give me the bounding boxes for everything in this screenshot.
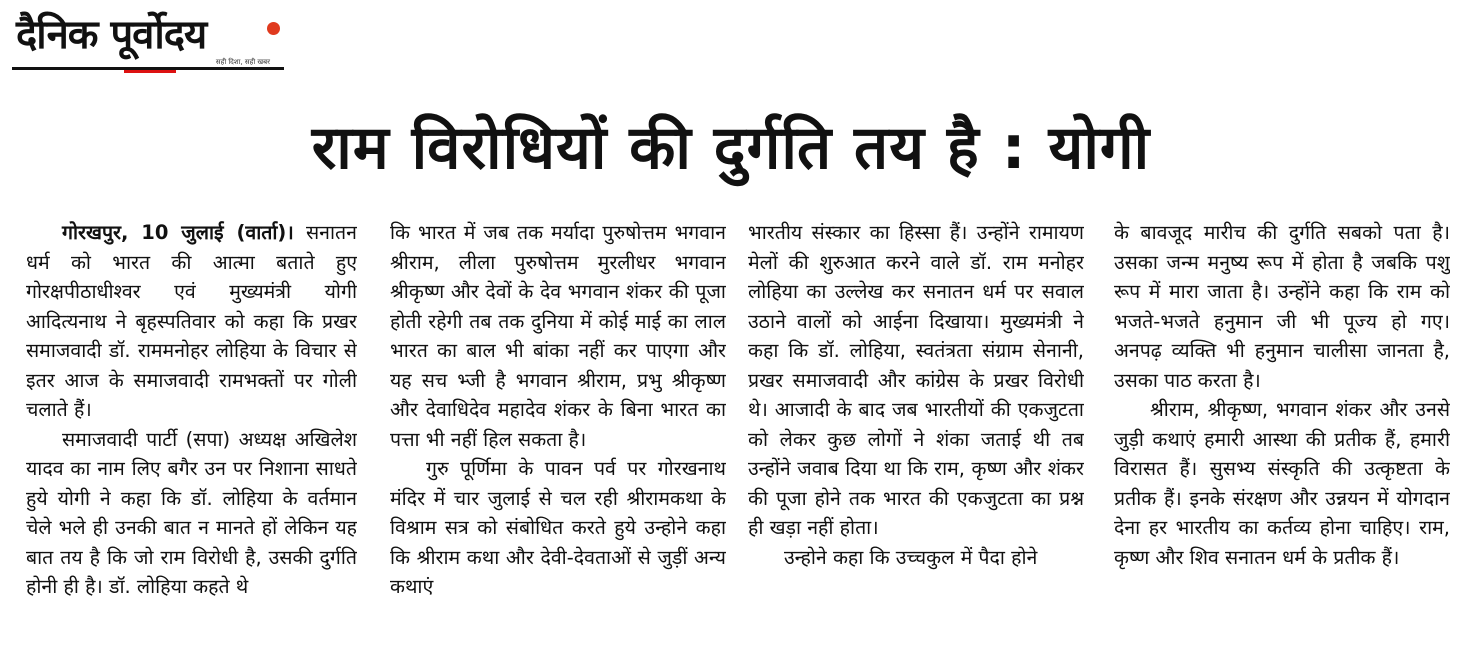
article-column-4	[1114, 218, 1450, 665]
article-paragraph: गुरु पूर्णिमा के पावन पर्व पर गोरखनाथ मंदिर में चार जुलाई से चल रही श्रीरामकथा के विश्राम सत्र को संबोधित करते हुये उन्होने कहा कि श्रीराम कथा और देवी-देवताओं से जुड़ीं अन्य कथाएं	[390, 457, 726, 598]
masthead-accent-bar	[124, 70, 176, 73]
dateline: गोरखपुर, 10 जुलाई (वार्ता)।	[62, 221, 294, 244]
logo-dot-icon	[267, 22, 280, 35]
article-paragraph: के बावजूद मारीच की दुर्गति सबको पता है। उसका जन्म मनुष्य रूप में होता है जबकि पशु रूप में मारा जाता है। उन्होंने कहा कि राम को भजते-भजते हनुमान जी भी पूज्य हो गए। अनपढ़ व्यक्ति भी हनुमान चालीसा जानता है, उसका पाठ करता है।	[1114, 221, 1450, 392]
masthead	[12, 8, 284, 72]
article-column-3	[748, 218, 1084, 665]
newspaper-logo: दैनिक पूर्वोदय	[16, 12, 207, 58]
article-paragraph	[26, 218, 357, 425]
article-paragraph: उन्होने कहा कि उच्चकुल में पैदा होने	[784, 545, 1038, 569]
article-paragraph: भारतीय संस्कार का हिस्सा हैं। उन्होंने रामायण मेलों की शुरुआत करने वाले डॉ. राम मनोहर लोहिया का उल्लेख कर सनातन धर्म पर सवाल उठाने वालों को आईना दिखाया। मुख्यमंत्री ने कहा कि डॉ. लोहिया, स्वतंत्रता संग्राम सेनानी, प्रखर समाजवादी और कांग्रेस के प्रखर विरोधी थे। आजादी के बाद जब भारतीयों की एकजुटता को लेकर कुछ लोगों ने शंका जताई थी तब उन्होंने जवाब दिया था कि राम, कृष्ण और शंकर की पूजा होने तक भारत की एकजुटता का प्रश्न ही खड़ा नहीं होता।	[748, 221, 1084, 539]
article-column-2	[390, 218, 726, 665]
article-paragraph: श्रीराम, श्रीकृष्ण, भगवान शंकर और उनसे जुड़ी कथाएं हमारी आस्था की प्रतीक हैं, हमारी विरासत हैं। सुसभ्य संस्कृति की उत्कृष्टता के प्रतीक हैं। इनके संरक्षण और उन्नयन में योगदान देना हर भारतीय का कर्तव्य होना चाहिए। राम, कृष्ण और शिव सनातन धर्म के प्रतीक हैं।	[1114, 398, 1450, 569]
article-paragraph: कि भारत में जब तक मर्यादा पुरुषोत्तम भगवान श्रीराम, लीला पुरुषोत्तम मुरलीधर भगवान श्रीकृष्ण और देवों के देव भगवान शंकर की पूजा होती रहेगी तब तक दुनिया में कोई माई का लाल भारत का बाल भी बांका नहीं कर पाएगा और यह सच भ्जी है भगवान श्रीराम, प्रभु श्रीकृष्ण और देवाधिदेव महादेव शंकर के बिना भारत का पत्ता भी नहीं हिल सकता है।	[390, 221, 726, 451]
article-column-1	[26, 218, 357, 665]
article-headline: राम विरोधियों की दुर्गति तय है : योगी	[311, 113, 1151, 183]
article-paragraph: समाजवादी पार्टी (सपा) अध्यक्ष अखिलेश यादव का नाम लिए बगैर उन पर निशाना साधते हुये योगी ने कहा कि डॉ. लोहिया के वर्तमान चेले भले ही उनकी बात न मानते हों लेकिन यह बात तय है कि जो राम विरोधी है, उसकी दुर्गति होनी ही है। डॉ. लोहिया कहते थे	[26, 427, 357, 598]
paragraph-text: सनातन धर्म को भारत की आत्मा बताते हुए गोरक्षपीठाधीश्वर एवं मुख्यमंत्री योगी आदित्यनाथ ने बृहस्पतिवार को कहा कि प्रखर समाजवादी डॉ. राममनोहर लोहिया के विचार से इतर आज के समाजवादी रामभक्तों पर गोली चलाते हैं।	[26, 221, 357, 421]
logo-tagline: सही दिशा, सही खबर	[215, 58, 270, 66]
